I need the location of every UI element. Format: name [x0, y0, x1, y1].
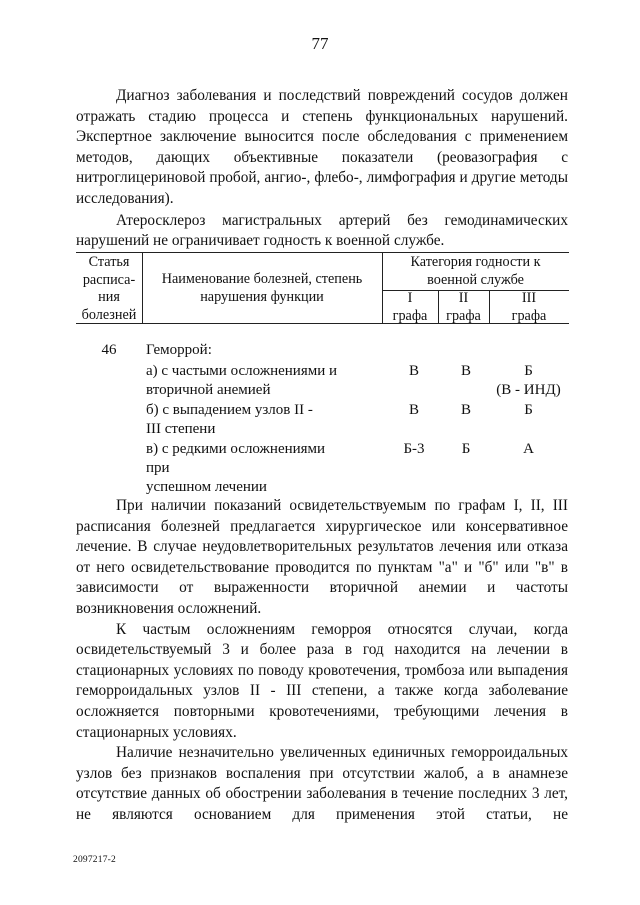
header-category-line: Категория годности к: [410, 254, 541, 270]
article-number: 46: [101, 342, 117, 358]
disease-schedule-table: [76, 252, 569, 495]
paragraph-atherosclerosis: Атеросклероз магистральных артерий без гемодинамических нарушений не ограничивает годность к военной службе.: [76, 211, 568, 250]
paragraph-diagnosis: Диагноз заболевания и последствий повреждений сосудов должен отражать стадию процесса и степень функциональных нарушений. Экспертное заключение выносится после обследования с применением методов, дающих объективные показатели (реовазография с нитроглицериновой пробой, ангио-, флебо-, лимфография и другие методы исследования).: [76, 87, 568, 207]
column-label: графа: [511, 307, 547, 324]
column-numeral: II: [458, 290, 469, 306]
row-description: [146, 440, 351, 496]
paragraph-treatment: При наличии показаний освидетельствуемым по графам I, II, III расписания болезней предлагается хирургическое или консервативное лечение. В случае неудовлетворительных результатов лечения или отказа от него освидетельствование проводится по пунктам "а" и "б" или "в" в зависимости от выраженности вторичной анемии и частоты возникновения осложнений.: [76, 497, 568, 617]
header-name-line: Наименование болезней, степень: [161, 271, 363, 287]
header-column-3: [489, 290, 569, 325]
intro-text: [76, 86, 568, 252]
row-description: [146, 401, 351, 439]
category-3-line: (В - ИНД): [496, 381, 561, 398]
column-label: графа: [392, 307, 428, 324]
category-3-value: А: [523, 441, 534, 457]
row-description-line: успешном лечении: [146, 478, 267, 495]
category-2-value: В: [460, 363, 471, 379]
column-numeral: I: [407, 290, 413, 306]
category-2-value: В: [460, 402, 471, 418]
header-article-line: расписа-: [82, 271, 136, 288]
header-category-line: военной службе: [427, 271, 524, 288]
header-disease-name: [142, 271, 382, 306]
header-column-1: [382, 290, 438, 325]
row-description-line: а) с частыми осложнениями и: [146, 363, 338, 379]
header-column-2: [438, 290, 489, 325]
header-fitness-category: [382, 254, 569, 289]
paragraph-minor-nodes: Наличие незначительно увеличенных единичных геморроидальных узлов без признаков воспаления при отсутствии жалоб, а в анамнезе отсутствие данных об обострении заболевания в течение последних 3 лет, не являются основанием для применения этой статьи, не: [76, 744, 568, 823]
column-label: графа: [446, 307, 481, 324]
document-code: 2097217-2: [73, 855, 116, 865]
header-article-line: Статья: [88, 254, 130, 270]
column-numeral: III: [521, 290, 537, 306]
category-1-value: Б-3: [403, 441, 425, 457]
disease-title: Геморрой:: [146, 342, 212, 358]
header-name-line: нарушения функции: [200, 288, 324, 305]
paragraph-frequent-complications: К частым осложнениям геморроя относятся случаи, когда освидетельствуемый 3 и более раза в год находится на лечении в стационарных условиях по поводу кровотечения, тромбоза или выпадения геморроидальных узлов II - III степени, а также когда заболевание осложняется повторными кровотечениями, требующими лечения в стационарных условиях.: [76, 620, 568, 741]
row-description-line: III степени: [146, 420, 216, 437]
commentary-text: [76, 496, 568, 826]
category-3-line: Б: [524, 363, 533, 379]
category-1-value: В: [408, 402, 419, 418]
row-description-line: в) с редкими осложнениями при: [146, 441, 326, 476]
row-description-line: б) с выпадением узлов II -: [146, 402, 313, 418]
table-body: [76, 324, 569, 495]
row-description: [146, 362, 351, 400]
category-1-value: В: [408, 363, 419, 379]
header-article: [76, 254, 142, 324]
category-3-value: Б: [524, 402, 533, 418]
category-3-value: [488, 362, 569, 400]
header-article-line: болезней: [81, 306, 137, 323]
category-2-value: Б: [461, 441, 471, 457]
header-article-line: ния: [98, 289, 120, 305]
page-number: 77: [311, 34, 329, 53]
table-header: [76, 252, 569, 324]
row-description-line: вторичной анемией: [146, 381, 271, 398]
